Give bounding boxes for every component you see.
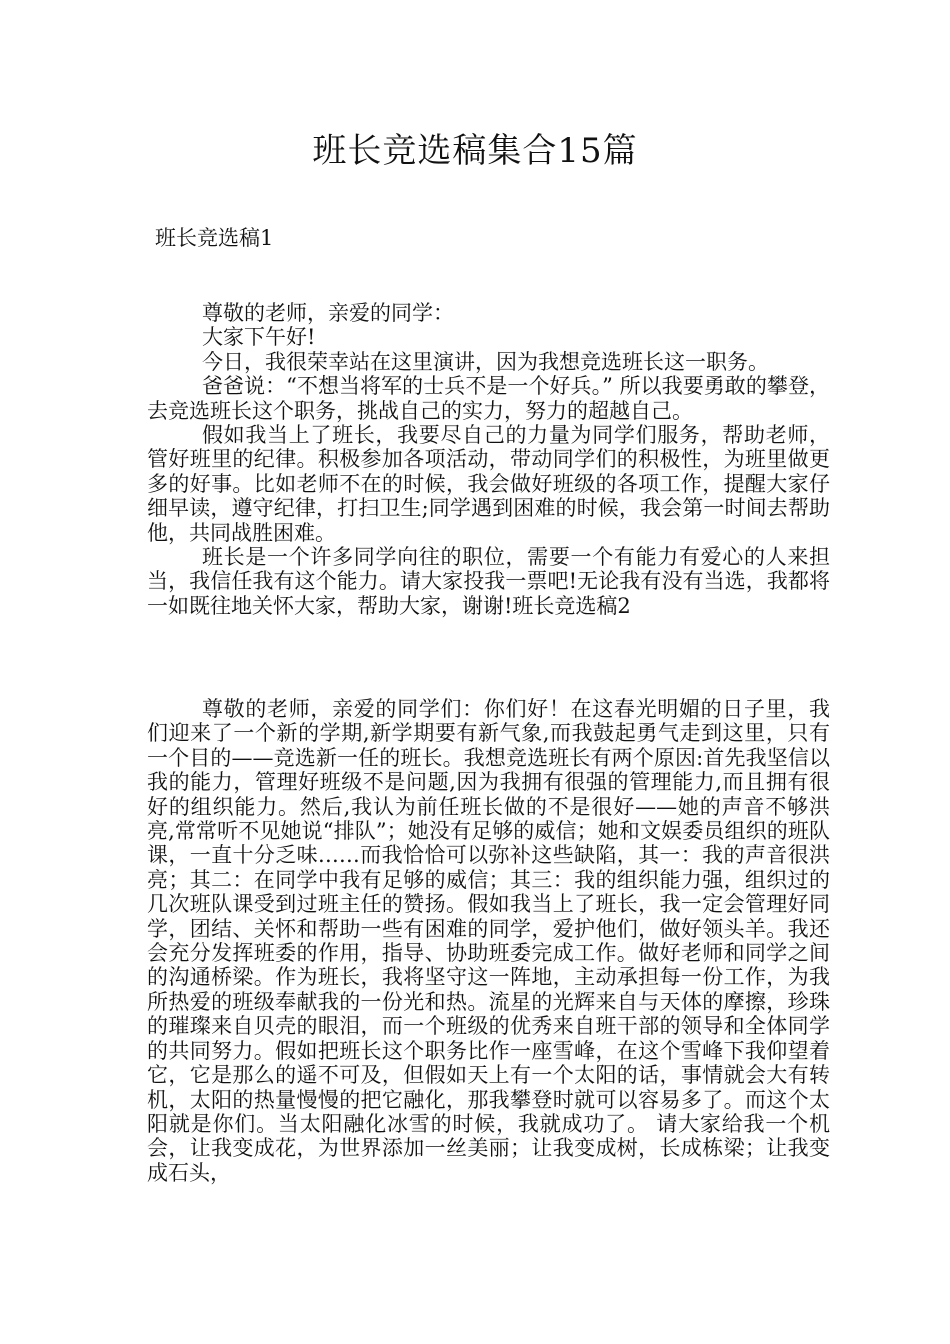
paragraph: 今日，我很荣幸站在这里演讲，因为我想竞选班长这一职务。: [202, 349, 769, 374]
document-title: 班长竞选稿集合15篇: [312, 131, 638, 171]
paragraph: 爸爸说：“不想当将军的士兵不是一个好兵。” 所以我要勇敢的攀登，去竞选班长这个职务，挑战自己的实力，努力的超越自己。: [147, 374, 830, 423]
paragraph: 假如我当上了班长，我要尽自己的力量为同学们服务，帮助老师，管好班里的纪律。积极参加各项活动，带动同学们的积极性，为班里做更多的好事。比如老师不在的时候，我会做好班级的各项工作，提醒大家仔细早读，遵守纪律，打扫卫生;同学遇到困难的时候，我会第一时间去帮助他，共同战胜困难。: [147, 423, 830, 545]
paragraph: 尊敬的老师，亲爱的同学：: [202, 301, 454, 325]
paragraph: 大家下午好!: [202, 325, 316, 350]
section-1-body: [147, 301, 830, 618]
paragraph: 班长是一个许多同学向往的职位，需要一个有能力有爱心的人来担当，我信任我有这个能力。请大家投我一票吧!无论我有没有当选，我都将一如既往地关怀大家，帮助大家，谢谢!班长竞选稿2: [147, 545, 830, 618]
section-heading: 班长竞选稿1: [155, 226, 274, 250]
section-2-body: [147, 697, 830, 1185]
paragraph: 尊敬的老师，亲爱的同学们：你们好！在这春光明媚的日子里，我们迎来了一个新的学期,新学期要有新气象,而我鼓起勇气走到这里，只有一个目的——竞选新一任的班长。我想竞选班长有两个原因:首先我坚信以我的能力，管理好班级不是问题,因为我拥有很强的管理能力,而且拥有很好的组织能力。然后,我认为前任班长做的不是很好——她的声音不够洪亮,常常听不见她说“排队”；她没有足够的威信；她和文娱委员组织的班队课，一直十分乏味……而我恰恰可以弥补这些缺陷，其一：我的声音很洪亮；其二：在同学中我有足够的威信；其三：我的组织能力强，组织过的几次班队课受到过班主任的赞扬。假如我当上了班长，我一定会管理好同学，团结、关怀和帮助一些有困难的同学，爱护他们，做好领头羊。我还会充分发挥班委的作用，指导、协助班委完成工作。做好老师和同学之间的沟通桥梁。作为班长，我将坚守这一阵地，主动承担每一份工作，为我所热爱的班级奉献我的一份光和热。流星的光辉来自与天体的摩擦，珍珠的璀璨来自贝壳的眼泪，而一个班级的优秀来自班干部的领导和全体同学的共同努力。假如把班长这个职务比作一座雪峰，在这个雪峰下我仰望着它，它是那么的遥不可及，但假如天上有一个太阳的话，事情就会大有转机，太阳的热量慢慢的把它融化，那我攀登时就可以容易多了。而这个太阳就是你们。当太阳融化冰雪的时候，我就成功了。 请大家给我一个机会，让我变成花，为世界添加一丝美丽；让我变成树，长成栋梁；让我变成石头，: [147, 697, 830, 1185]
